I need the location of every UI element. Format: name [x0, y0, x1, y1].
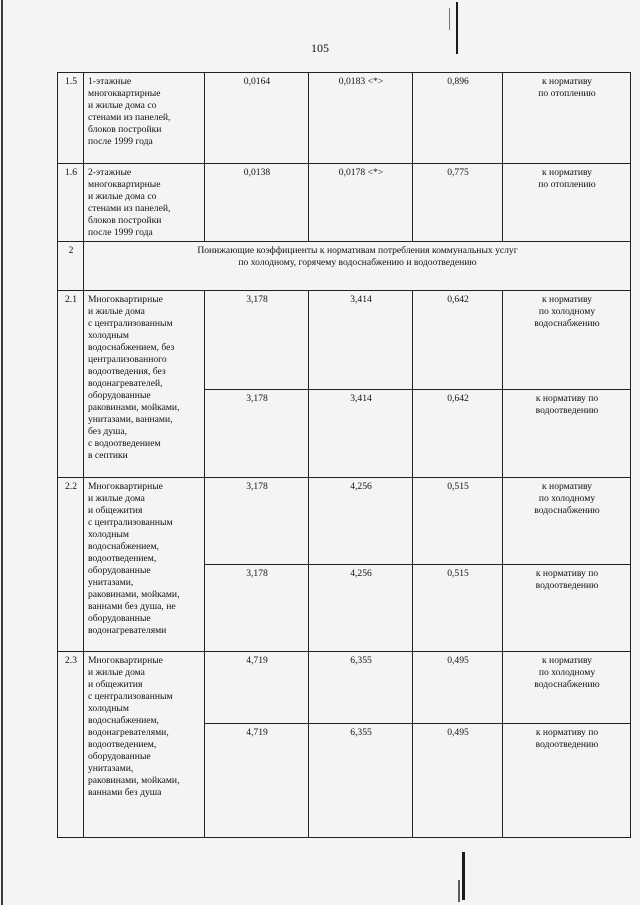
scan-left-border [1, 0, 3, 905]
section-number: 2 [58, 241, 84, 290]
value-col-2: 6,355 [309, 723, 413, 837]
coefficient: 0,515 [413, 564, 503, 651]
page-number: 105 [311, 41, 329, 55]
row-number: 2.2 [58, 477, 84, 651]
building-description [84, 477, 205, 651]
building-description [84, 651, 205, 837]
coefficient: 0,495 [413, 723, 503, 837]
row-number: 2.3 [58, 651, 84, 837]
description-text: 1-этажные многоквартирные и жилые дома со стенами из панелей, блоков постройки после 1999 года [88, 76, 171, 147]
coefficient: 0,896 [413, 73, 503, 164]
note-text: к нормативу по холодному водоснабжению [534, 654, 600, 690]
value-col-2: 3,414 [309, 290, 413, 389]
note-text: к нормативу по холодному водоснабжению [534, 293, 600, 329]
coefficient: 0,495 [413, 651, 503, 723]
value-col-1: 3,178 [205, 389, 309, 477]
value-col-2: 0,0183 <*> [309, 73, 413, 164]
table-row [58, 290, 631, 389]
table-row [58, 164, 631, 242]
value-col-2: 4,256 [309, 564, 413, 651]
table-row [58, 651, 631, 723]
section-title [84, 241, 631, 290]
note-text: к нормативу по водоотведению [535, 726, 599, 750]
coefficient: 0,642 [413, 389, 503, 477]
value-col-2: 3,414 [309, 389, 413, 477]
note-text: к нормативу по отоплению [538, 76, 596, 99]
building-description [84, 290, 205, 477]
scan-mark-bottom-1 [462, 852, 465, 900]
scan-mark-top-2 [449, 8, 450, 30]
coefficient: 0,642 [413, 290, 503, 389]
note-text: к нормативу по отоплению [538, 167, 596, 190]
building-description [84, 164, 205, 242]
section-header-row [58, 241, 631, 290]
coefficients-table [57, 72, 631, 838]
value-col-2: 4,256 [309, 477, 413, 564]
value-col-2: 6,355 [309, 651, 413, 723]
applies-to-note [503, 477, 631, 564]
row-number: 1.5 [58, 73, 84, 164]
description-text: Многоквартирные и жилые дома с централизованным холодным водоснабжением, без централизованного водоотведения, без водонагревателей, оборудованные раковинами, мойками, унитазами, ваннами, без душа, с водоотведением в септики [88, 293, 180, 461]
applies-to-note [503, 290, 631, 389]
value-col-1: 3,178 [205, 477, 309, 564]
description-text: 2-этажные многоквартирные и жилые дома со стенами из панелей, блоков постройки после 1999 года [88, 167, 171, 238]
value-col-1: 0,0138 [205, 164, 309, 242]
building-description [84, 73, 205, 164]
note-text: к нормативу по водоотведению [535, 392, 599, 416]
note-text: к нормативу по холодному водоснабжению [534, 480, 600, 516]
applies-to-note [503, 164, 631, 242]
value-col-1: 3,178 [205, 290, 309, 389]
value-col-2: 0,0178 <*> [309, 164, 413, 242]
value-col-1: 0,0164 [205, 73, 309, 164]
description-text: Многоквартирные и жилые дома и общежития с централизованным холодным водоснабжением, водонагревателями, водоотведением, оборудованные унитазами, раковинами, мойками, ваннами без душа [88, 654, 180, 798]
description-text: Многоквартирные и жилые дома и общежития с централизованным холодным водоснабжением, водоотведением, оборудованные унитазами, раковинами, мойками, ваннами без душа, не оборудованные водонагревателями [88, 480, 180, 636]
applies-to-note [503, 564, 631, 651]
coefficient: 0,775 [413, 164, 503, 242]
applies-to-note [503, 73, 631, 164]
coefficient: 0,515 [413, 477, 503, 564]
scan-mark-bottom-2 [458, 880, 460, 902]
section-title-text: Понижающие коэффициенты к нормативам потребления коммунальных услуг по холодному, горячему водоснабжению и водоотведению [197, 244, 518, 268]
applies-to-note [503, 723, 631, 837]
table-row [58, 73, 631, 164]
row-number: 2.1 [58, 290, 84, 477]
value-col-1: 4,719 [205, 723, 309, 837]
applies-to-note [503, 389, 631, 477]
table-row [58, 477, 631, 564]
value-col-1: 3,178 [205, 564, 309, 651]
row-number: 1.6 [58, 164, 84, 242]
note-text: к нормативу по водоотведению [535, 567, 599, 591]
value-col-1: 4,719 [205, 651, 309, 723]
applies-to-note [503, 651, 631, 723]
